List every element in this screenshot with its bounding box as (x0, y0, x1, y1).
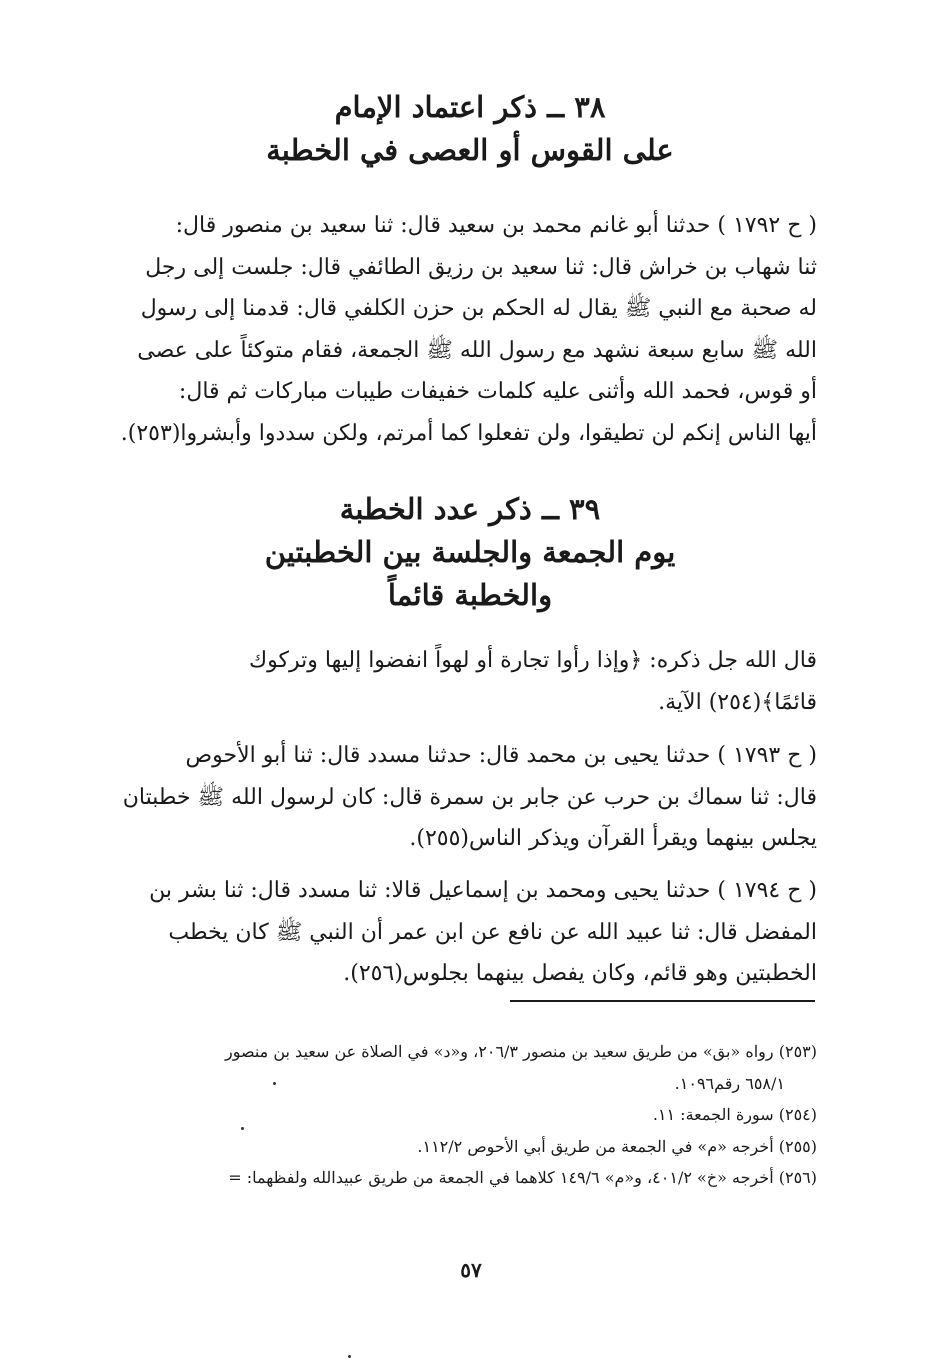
text-line: ثنا شهاب بن خراش قال: ثنا سعيد بن رزيق الطائفي قال: جلست إلى رجل (145, 254, 817, 280)
scan-speck (273, 1082, 276, 1085)
hadith-1794-paragraph (145, 870, 817, 995)
text-line: أو قوس، فحمد الله وأثنى عليه كلمات خفيفات طيبات مباركات ثم قال: (178, 379, 817, 404)
footnote-separator (510, 1000, 815, 1002)
footnote-254: (٢٥٤) سورة الجمعة: ١١. (652, 1105, 817, 1124)
footnote-253: (٢٥٣) رواه «بق» من طريق سعيد بن منصور ٢٠٦/٣، و«د» في الصلاة عن سعيد بن منصور (224, 1042, 817, 1061)
footnotes (135, 1036, 817, 1194)
text-line: قال الله جل ذكره: ﴿وإذا رأوا تجارة أو لهواً انفضوا إليها وتركوك (249, 648, 817, 673)
page-number: ٥٧ (460, 1258, 482, 1282)
text-line: ( ح ١٧٩٢ ) حدثنا أبو غانم محمد بن سعيد قال: ثنا سعيد بن منصور قال: (175, 213, 817, 238)
scan-speck (348, 1355, 351, 1358)
text-line: له صحبة مع النبي ﷺ يقال له الحكم بن حزن الكلفي قال: قدمنا إلى رسول (140, 296, 817, 321)
footnote-256: (٢٥٦) أخرجه «خ» ٤٠١/٢، و«م» ١٤٩/٦ كلاهما في الجمعة من طريق عبيدالله ولفظهما: = (228, 1168, 817, 1187)
text-line: الله ﷺ سابع سبعة نشهد مع رسول الله ﷺ الجمعة، فقام متوكئاً على عصى (137, 337, 817, 363)
section-39-heading (150, 488, 790, 617)
text-line: المفضل قال: ثنا عبيد الله عن نافع عن ابن عمر أن النبي ﷺ كان يخطب (168, 919, 817, 945)
text-line: قائمًا﴾(٢٥٤) الآية. (658, 689, 817, 715)
section-38-heading (150, 86, 790, 172)
section-38-title-line-2: على القوس أو العصى في الخطبة (266, 133, 674, 167)
footnote-255: (٢٥٥) أخرجه «م» في الجمعة من طريق أبي الأحوص ١١٢/٢. (417, 1136, 817, 1156)
text-line: أيها الناس إنكم لن تطيقوا، ولن تفعلوا كما أمرتم، ولكن سددوا وأبشروا(٢٥٣). (120, 420, 817, 446)
text-line: الخطبتين وهو قائم، وكان يفصل بينهما بجلوس(٢٥٦). (343, 961, 817, 986)
text-line: ( ح ١٧٩٣ ) حدثنا يحيى بن محمد قال: حدثنا مسدد قال: ثنا أبو الأحوص (185, 743, 817, 768)
text-line: قال: ثنا سماك بن حرب عن جابر بن سمرة قال: كان لرسول الله ﷺ خطبتان (122, 784, 817, 810)
section-39-title-line-2: يوم الجمعة والجلسة بين الخطبتين (264, 535, 676, 569)
section-38-title-line-1: ٣٨ ــ ذكر اعتماد الإمام (334, 90, 606, 124)
hadith-1793-paragraph (122, 735, 817, 860)
text-line: يجلس بينهما ويقرأ القرآن ويذكر الناس(٢٥٥). (409, 826, 817, 851)
footnote-253-continuation: ٦٥٨/١ رقم١٠٩٦. (674, 1073, 785, 1093)
hadith-1792-paragraph (120, 205, 817, 454)
section-39-title-line-1: ٣٩ ــ ذكر عدد الخطبة (339, 492, 601, 526)
text-line: ( ح ١٧٩٤ ) حدثنا يحيى ومحمد بن إسماعيل قالا: ثنا مسدد قال: ثنا بشر بن (149, 878, 817, 903)
quran-quote-paragraph (145, 640, 817, 723)
section-39-title-line-3: والخطبة قائماً (387, 578, 553, 612)
scan-speck (241, 1127, 244, 1130)
